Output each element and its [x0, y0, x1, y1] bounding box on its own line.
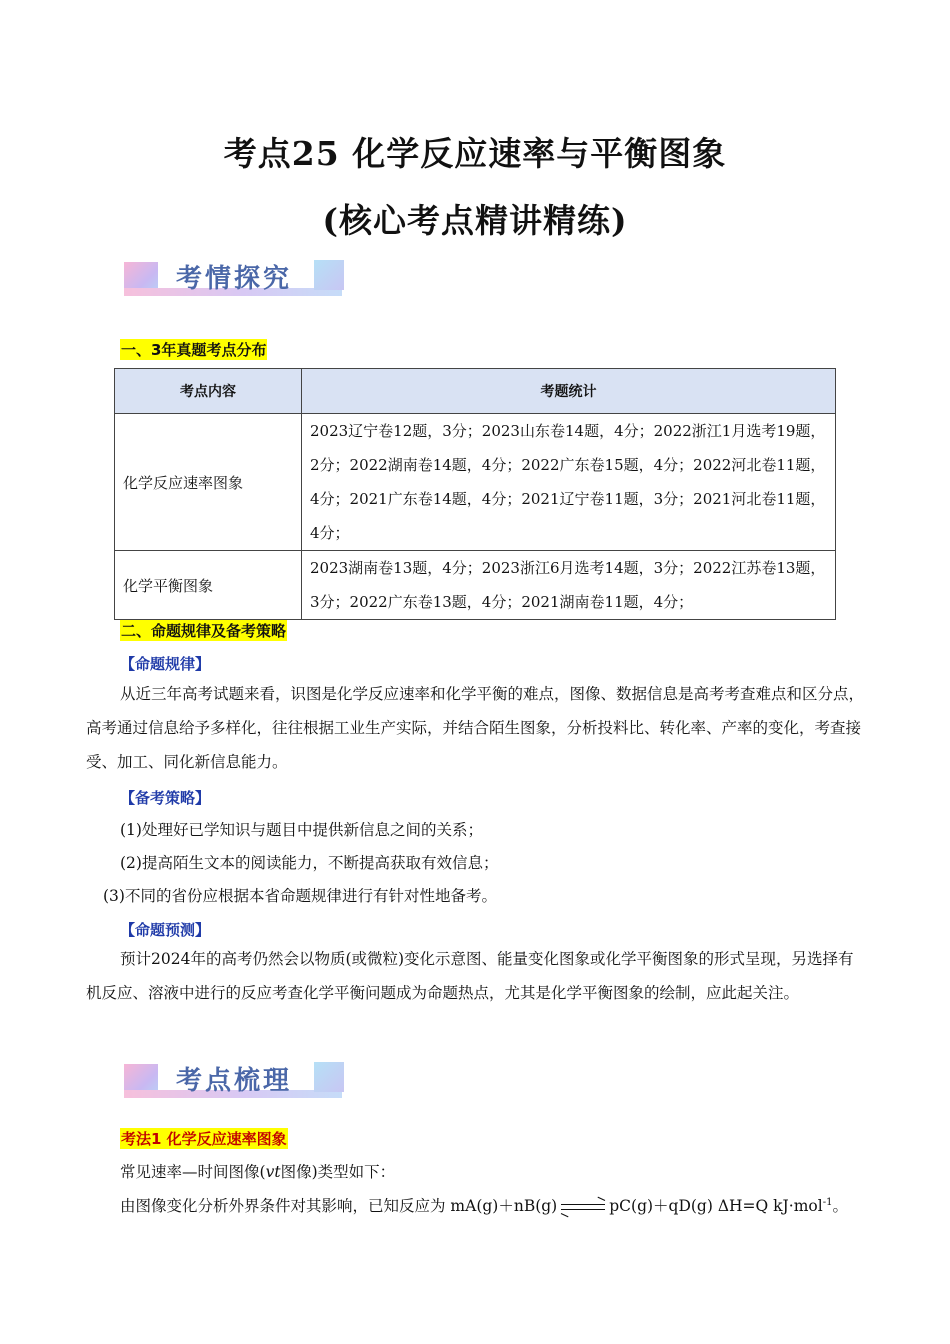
text-span-italic: vt	[265, 1163, 281, 1181]
method-line-reaction	[120, 1194, 848, 1216]
banner-decor-square	[314, 260, 344, 290]
banner-label: 考情探究	[176, 264, 293, 294]
text-span: 由图像变化分析外界条件对其影响，已知反应为 mA(g)＋nB(g)	[120, 1197, 558, 1215]
banner-label: 考点梳理	[176, 1066, 293, 1096]
method-line-intro	[120, 1160, 395, 1182]
text-span: 。	[832, 1197, 848, 1215]
subheading-strategy: 【备考策略】	[120, 789, 211, 807]
method-heading: 考法1 化学反应速率图象	[121, 1130, 287, 1148]
exam-stats-table	[114, 368, 836, 620]
subheading-rule: 【命题规律】	[120, 655, 211, 673]
table-header-row	[115, 369, 836, 414]
paragraph-rule: 从近三年高考试题来看，识图是化学反应速率和化学平衡的难点，图像、数据信息是高考考查难点和区分点，高考通过信息给予多样化，往往根据工业生产实际，并结合陌生图象，分析投料比、转化率、产率的变化，考查接受、加工、同化新信息能力。	[86, 685, 865, 771]
table-header-stats: 考题统计	[302, 369, 836, 414]
table-cell-stats: 2023湖南卷13题，4分；2023浙江6月选考14题，3分；2022江苏卷13题，3分；2022广东卷13题，4分；2021湖南卷11题，4分；	[302, 551, 836, 620]
section-heading-strategy: 二、命题规律及备考策略	[121, 622, 287, 640]
text-span: pC(g)＋qD(g) ΔH=Q kJ·mol	[609, 1197, 823, 1215]
table-cell-topic: 化学平衡图象	[115, 551, 302, 620]
table-cell-stats: 2023辽宁卷12题，3分；2023山东卷14题，4分；2022浙江1月选考19题，2分；2022湖南卷14题，4分；2022广东卷15题，4分；2022河北卷11题，4分；2021广东卷14题，4分；2021辽宁卷11题，3分；2021河北卷11题，4分；	[302, 414, 836, 551]
page-subtitle: (核心考点精讲精练)	[322, 201, 628, 240]
text-span: 常见速率—时间图像(	[120, 1163, 266, 1181]
section-banner-exam-analysis	[124, 258, 348, 304]
subheading-forecast: 【命题预测】	[120, 921, 211, 939]
page-title: 考点25 化学反应速率与平衡图象	[223, 134, 727, 173]
table-cell-topic: 化学反应速率图象	[115, 414, 302, 551]
section-heading-distribution: 一、3年真题考点分布	[121, 341, 267, 359]
superscript: -1	[822, 1196, 833, 1208]
strategy-item: (2)提高陌生文本的阅读能力，不断提高获取有效信息；	[120, 854, 499, 872]
equilibrium-arrow-icon	[561, 1201, 605, 1213]
table-row	[115, 414, 836, 551]
section-banner-key-points	[124, 1060, 348, 1106]
table-header-topic: 考点内容	[115, 369, 302, 414]
strategy-item: (3)不同的省份应根据本省命题规律进行有针对性地备考。	[103, 887, 497, 905]
banner-decor-square	[314, 1062, 344, 1092]
strategy-item: (1)处理好已学知识与题目中提供新信息之间的关系；	[120, 821, 483, 839]
text-span: 图像)类型如下：	[280, 1163, 396, 1181]
paragraph-forecast: 预计2024年的高考仍然会以物质(或微粒)变化示意图、能量变化图象或化学平衡图象的形式呈现，另选择有机反应、溶液中进行的反应考查化学平衡问题成为命题热点，尤其是化学平衡图象的绘制，应此起关注。	[86, 950, 854, 1002]
table-row	[115, 551, 836, 620]
